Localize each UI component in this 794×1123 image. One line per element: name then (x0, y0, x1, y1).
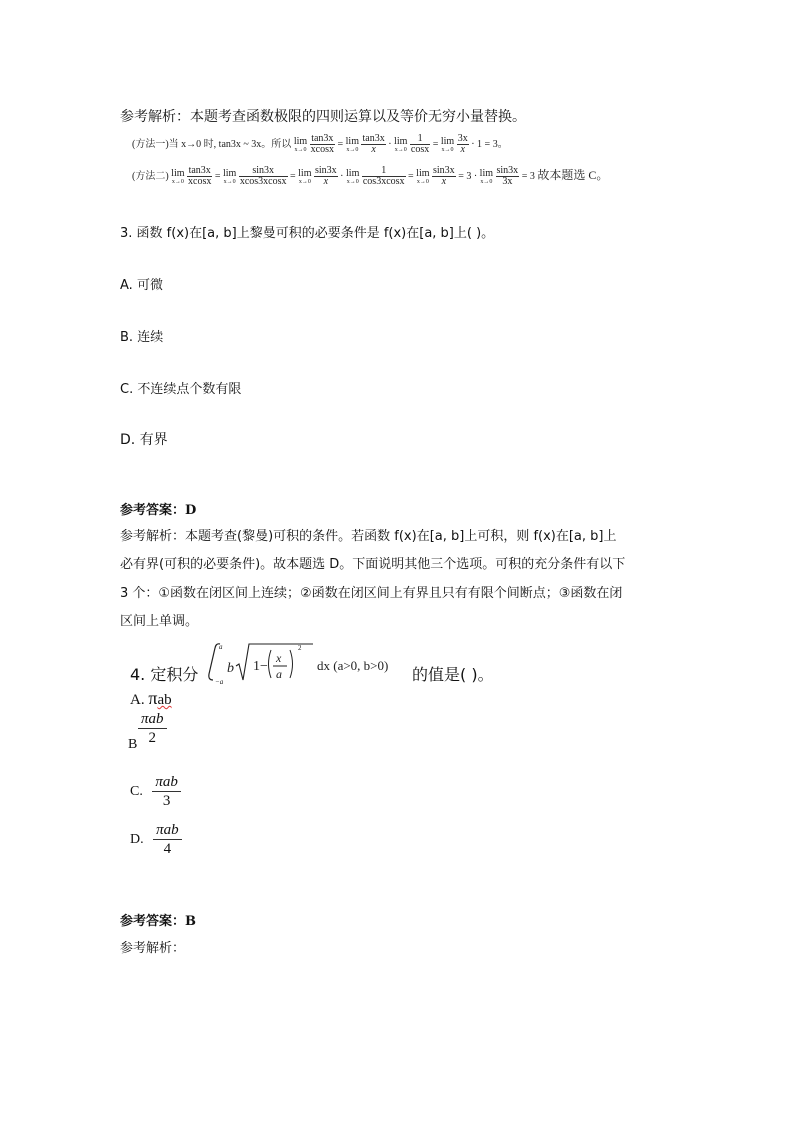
option-pi: π (148, 688, 158, 708)
method-2-suffix: 故本题选 C。 (537, 168, 609, 182)
option-c-numerator: πab (152, 775, 181, 792)
q3-option-a (120, 274, 163, 293)
q4-option-c (130, 775, 181, 809)
option-text: 连续 (137, 330, 164, 345)
question-4-stem-prefix: 4. 定积分 (130, 665, 199, 684)
q4-analysis: 参考解析： (120, 941, 186, 956)
q4-answer: 参考答案：B (120, 914, 196, 929)
option-c-denominator: 3 (162, 793, 171, 809)
option-letter: C. (130, 784, 143, 800)
method-2-formula: (方法二) lim x→0 $\frac{\tan 3x}{xcosx}$ = lim x→0 $\frac{\sin 3x}{xcos3xcosx}$ = lim x→0 $\frac{\sin 3x}{x}$ · lim x→0 $\frac{1}{\cos 3xcosx}$ = lim x→0 $\frac{\sin 3x}{x}$ = 3 · lim x→0 $\frac{\sin 3x}{3x}$ = 3 故本题选 C。 (132, 165, 609, 188)
q4-option-a (130, 688, 172, 709)
method-1-condition: x→0 时, tan3x ~ 3x。所以 (181, 138, 292, 150)
option-ab: ab (157, 692, 172, 708)
svg-text:a: a (276, 667, 282, 681)
q3-option-c (120, 378, 241, 397)
option-b-numerator: πab (138, 712, 167, 729)
option-letter: B. (120, 330, 134, 345)
option-text: 可微 (136, 278, 163, 293)
option-text: 有界 (139, 432, 168, 448)
q3-analysis-line-3: 3 个：①函数在闭区间上连续；②函数在闭区间上有界且只有有限个间断点；③函数在闭 (120, 586, 623, 601)
svg-text:b: b (227, 661, 234, 676)
method-2-prefix: (方法二) (132, 171, 169, 182)
option-text: 不连续点个数有限 (137, 382, 242, 397)
question-3-stem: 3. 函数 f(x)在[a, b]上黎曼可积的必要条件是 f(x)在[a, b]上( )。 (120, 226, 495, 241)
option-b-denominator: 2 (148, 730, 156, 746)
analysis-1-text: 参考解析：本题考查函数极限的四则运算以及等价无穷小量替换。 (120, 109, 526, 125)
svg-text:x: x (276, 651, 282, 665)
method-1-prefix: (方法一)当 (132, 138, 179, 150)
option-letter: D. (130, 832, 144, 848)
svg-text:1−: 1− (253, 659, 268, 674)
svg-text:a: a (219, 643, 223, 651)
q3-analysis-line-1: 参考解析：本题考查(黎曼)可积的条件。若函数 f(x)在[a, b]上可积，则 f(x)在[a, b]上 (120, 529, 617, 544)
q3-option-d (120, 429, 168, 449)
option-letter: D. (120, 432, 136, 448)
option-d-denominator: 4 (163, 841, 172, 857)
option-d-numerator: πab (153, 823, 182, 840)
q3-option-b (120, 326, 163, 345)
q3-analysis-line-2: 必有界(可积的必要条件)。故本题选 D。下面说明其他三个选项。可积的充分条件有以下 (120, 557, 626, 572)
integral-formula (203, 640, 413, 686)
method-1-formula: (方法一)当 x→0 时, tan3x ~ 3x。所以 lim x→0 $\frac{\tan 3x}{xcosx}$ = lim x→0 $\frac{\tan 3x}{x}$ · lim x→0 $\frac{1}{\cos x}$ = lim x→0 $\frac{3x}{x}$ · 1 = 3。 (132, 133, 508, 155)
option-letter: C. (120, 382, 134, 397)
option-letter: A. (130, 692, 145, 708)
svg-text:−a: −a (215, 678, 224, 686)
question-4-stem-suffix: 的值是( )。 (412, 665, 494, 684)
q3-analysis-line-4: 区间上单调。 (120, 614, 199, 629)
integral-condition: dx (a>0, b>0) (317, 658, 389, 673)
q4-option-d (130, 823, 182, 857)
q4-option-b-letter: B (128, 737, 138, 752)
svg-text:2: 2 (298, 644, 302, 652)
option-letter: A. (120, 278, 133, 293)
q3-answer: 参考答案：D (120, 503, 197, 518)
q4-option-b (138, 712, 167, 746)
